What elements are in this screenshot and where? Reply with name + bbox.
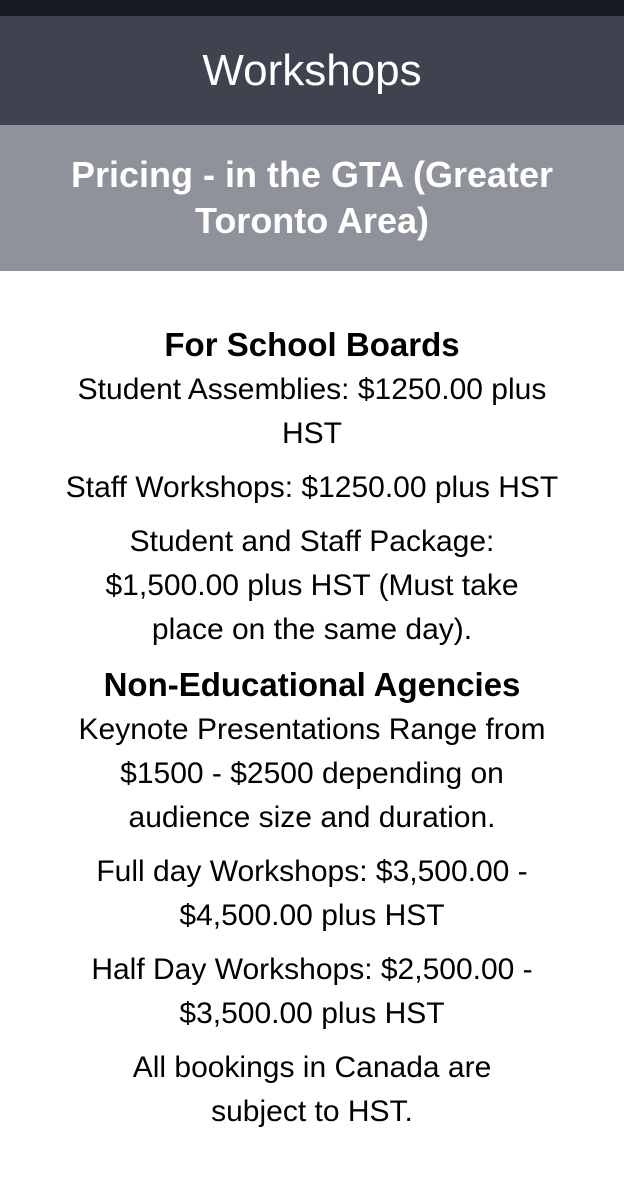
school-boards-heading: For School Boards xyxy=(164,326,460,363)
status-bar-strip xyxy=(0,0,624,16)
non-educational-heading: Non-Educational Agencies xyxy=(103,666,521,703)
half-day-workshops-price: Half Day Workshops: $2,500.00 - $3,500.00 plus HST xyxy=(91,953,533,1030)
pricing-subheader xyxy=(0,125,624,271)
full-day-workshops-price: Full day Workshops: $3,500.00 - $4,500.00 plus HST xyxy=(96,855,528,932)
staff-workshops-price: Staff Workshops: $1250.00 plus HST xyxy=(65,471,559,504)
pricing-title: Pricing - in the GTA (Greater Toronto Area) xyxy=(70,154,554,241)
page-title: Workshops xyxy=(202,45,422,95)
page-header xyxy=(0,16,624,125)
hst-note: All bookings in Canada are subject to HST. xyxy=(132,1051,492,1128)
student-staff-package-price: Student and Staff Package: $1,500.00 plus HST (Must take place on the same day). xyxy=(105,525,519,646)
student-assemblies-price: Student Assemblies: $1250.00 plus HST xyxy=(77,373,547,450)
pricing-content xyxy=(0,322,624,1144)
keynote-presentations-price: Keynote Presentations Range from $1500 - $2500 depending on audience size and duration. xyxy=(78,713,546,834)
